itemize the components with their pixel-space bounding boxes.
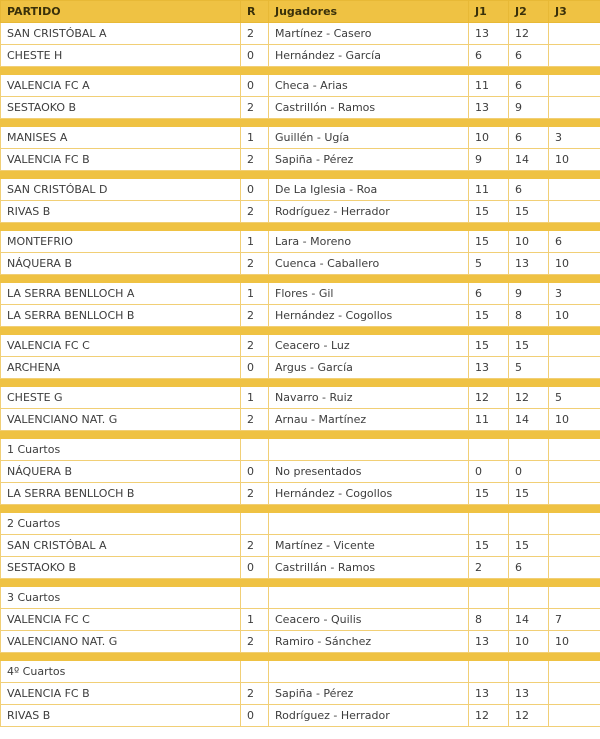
j3-cell: 3 — [549, 127, 600, 149]
j2-cell: 9 — [509, 283, 549, 305]
result-cell: 0 — [241, 357, 269, 379]
team-row — [1, 179, 600, 201]
j2-cell: 14 — [509, 409, 549, 431]
empty-cell — [509, 587, 549, 609]
j3-cell — [549, 75, 600, 97]
empty-cell — [549, 661, 600, 683]
players-cell: Navarro - Ruiz — [269, 387, 469, 409]
j2-cell: 6 — [509, 45, 549, 67]
j1-cell: 15 — [469, 201, 509, 223]
j2-cell: 15 — [509, 201, 549, 223]
j3-cell — [549, 557, 600, 579]
partido-cell: NÁQUERA B — [1, 461, 241, 483]
empty-cell — [241, 439, 269, 461]
result-cell: 2 — [241, 97, 269, 119]
j1-cell: 13 — [469, 631, 509, 653]
team-row — [1, 127, 600, 149]
spacer-cell — [1, 223, 600, 231]
partido-cell: SESTAOKO B — [1, 557, 241, 579]
players-cell: Flores - Gil — [269, 283, 469, 305]
empty-cell — [549, 587, 600, 609]
players-cell: Hernández - García — [269, 45, 469, 67]
j1-cell: 6 — [469, 283, 509, 305]
j1-cell: 11 — [469, 179, 509, 201]
j3-cell — [549, 335, 600, 357]
j3-cell — [549, 201, 600, 223]
j2-cell: 5 — [509, 357, 549, 379]
partido-cell: SAN CRISTÓBAL A — [1, 535, 241, 557]
partido-cell: VALENCIA FC B — [1, 683, 241, 705]
section-label: 2 Cuartos — [1, 513, 241, 535]
j2-cell: 15 — [509, 535, 549, 557]
partido-cell: VALENCIA FC B — [1, 149, 241, 171]
result-cell: 0 — [241, 705, 269, 727]
table-header — [1, 1, 600, 23]
team-row — [1, 705, 600, 727]
j3-cell: 10 — [549, 409, 600, 431]
empty-cell — [469, 513, 509, 535]
team-row — [1, 201, 600, 223]
team-row — [1, 683, 600, 705]
spacer-row — [1, 653, 600, 661]
partido-cell: VALENCIA FC C — [1, 335, 241, 357]
players-cell: No presentados — [269, 461, 469, 483]
result-cell: 1 — [241, 387, 269, 409]
players-cell: Martínez - Casero — [269, 23, 469, 45]
section-row — [1, 439, 600, 461]
j2-cell: 6 — [509, 179, 549, 201]
j3-cell: 6 — [549, 231, 600, 253]
empty-cell — [269, 587, 469, 609]
j2-cell: 14 — [509, 149, 549, 171]
spacer-cell — [1, 275, 600, 283]
partido-cell: VALENCIANO NAT. G — [1, 631, 241, 653]
j1-cell: 13 — [469, 23, 509, 45]
empty-cell — [509, 513, 549, 535]
header-row — [1, 1, 600, 23]
section-row — [1, 513, 600, 535]
result-cell: 0 — [241, 179, 269, 201]
players-cell: Argus - García — [269, 357, 469, 379]
result-cell: 2 — [241, 305, 269, 327]
j3-cell: 10 — [549, 149, 600, 171]
j3-cell — [549, 45, 600, 67]
spacer-row — [1, 379, 600, 387]
partido-cell: RIVAS B — [1, 705, 241, 727]
result-cell: 0 — [241, 461, 269, 483]
result-cell: 1 — [241, 231, 269, 253]
table-body — [1, 23, 600, 727]
j3-cell: 5 — [549, 387, 600, 409]
header-partido: PARTIDO — [1, 1, 241, 23]
spacer-row — [1, 505, 600, 513]
players-cell: Hernández - Cogollos — [269, 305, 469, 327]
empty-cell — [549, 439, 600, 461]
team-row — [1, 149, 600, 171]
team-row — [1, 97, 600, 119]
empty-cell — [469, 439, 509, 461]
j3-cell — [549, 357, 600, 379]
result-cell: 2 — [241, 335, 269, 357]
team-row — [1, 335, 600, 357]
j1-cell: 11 — [469, 409, 509, 431]
empty-cell — [269, 513, 469, 535]
result-cell: 2 — [241, 201, 269, 223]
header-jugadores: Jugadores — [269, 1, 469, 23]
j2-cell: 9 — [509, 97, 549, 119]
partido-cell: VALENCIA FC A — [1, 75, 241, 97]
team-row — [1, 631, 600, 653]
spacer-cell — [1, 171, 600, 179]
result-cell: 0 — [241, 75, 269, 97]
j1-cell: 0 — [469, 461, 509, 483]
partido-cell: VALENCIA FC C — [1, 609, 241, 631]
partido-cell: MONTEFRIO — [1, 231, 241, 253]
j2-cell: 13 — [509, 683, 549, 705]
j3-cell: 10 — [549, 631, 600, 653]
spacer-row — [1, 171, 600, 179]
spacer-cell — [1, 119, 600, 127]
team-row — [1, 75, 600, 97]
j2-cell: 15 — [509, 335, 549, 357]
spacer-cell — [1, 327, 600, 335]
team-row — [1, 45, 600, 67]
section-label: 1 Cuartos — [1, 439, 241, 461]
empty-cell — [509, 661, 549, 683]
result-cell: 0 — [241, 557, 269, 579]
j2-cell: 14 — [509, 609, 549, 631]
j2-cell: 13 — [509, 253, 549, 275]
j3-cell: 10 — [549, 305, 600, 327]
result-cell: 2 — [241, 631, 269, 653]
team-row — [1, 23, 600, 45]
j1-cell: 5 — [469, 253, 509, 275]
empty-cell — [469, 661, 509, 683]
spacer-row — [1, 431, 600, 439]
players-cell: Martínez - Vicente — [269, 535, 469, 557]
team-row — [1, 305, 600, 327]
team-row — [1, 253, 600, 275]
empty-cell — [549, 513, 600, 535]
j1-cell: 11 — [469, 75, 509, 97]
partido-cell: MANISES A — [1, 127, 241, 149]
j3-cell — [549, 705, 600, 727]
j2-cell: 6 — [509, 75, 549, 97]
j1-cell: 15 — [469, 305, 509, 327]
players-cell: Ceacero - Quilis — [269, 609, 469, 631]
partido-cell: CHESTE H — [1, 45, 241, 67]
players-cell: Castrillón - Ramos — [269, 97, 469, 119]
j2-cell: 12 — [509, 387, 549, 409]
result-cell: 2 — [241, 149, 269, 171]
partido-cell: ARCHENA — [1, 357, 241, 379]
spacer-row — [1, 67, 600, 75]
j1-cell: 15 — [469, 483, 509, 505]
j1-cell: 13 — [469, 357, 509, 379]
spacer-cell — [1, 653, 600, 661]
j1-cell: 13 — [469, 97, 509, 119]
players-cell: Hernández - Cogollos — [269, 483, 469, 505]
section-label: 3 Cuartos — [1, 587, 241, 609]
empty-cell — [469, 587, 509, 609]
j2-cell: 10 — [509, 231, 549, 253]
partido-cell: SESTAOKO B — [1, 97, 241, 119]
empty-cell — [269, 439, 469, 461]
players-cell: De La Iglesia - Roa — [269, 179, 469, 201]
j2-cell: 15 — [509, 483, 549, 505]
team-row — [1, 557, 600, 579]
empty-cell — [509, 439, 549, 461]
section-row — [1, 661, 600, 683]
result-cell: 1 — [241, 609, 269, 631]
players-cell: Lara - Moreno — [269, 231, 469, 253]
section-label: 4º Cuartos — [1, 661, 241, 683]
result-cell: 2 — [241, 253, 269, 275]
j2-cell: 6 — [509, 127, 549, 149]
empty-cell — [269, 661, 469, 683]
players-cell: Checa - Arias — [269, 75, 469, 97]
players-cell: Rodríguez - Herrador — [269, 705, 469, 727]
spacer-row — [1, 119, 600, 127]
team-row — [1, 409, 600, 431]
team-row — [1, 483, 600, 505]
spacer-cell — [1, 431, 600, 439]
result-cell: 2 — [241, 535, 269, 557]
result-cell: 2 — [241, 409, 269, 431]
j3-cell: 7 — [549, 609, 600, 631]
players-cell: Sapiña - Pérez — [269, 683, 469, 705]
partido-cell: LA SERRA BENLLOCH B — [1, 305, 241, 327]
result-cell: 1 — [241, 283, 269, 305]
j2-cell: 12 — [509, 23, 549, 45]
team-row — [1, 283, 600, 305]
result-cell: 2 — [241, 683, 269, 705]
j1-cell: 9 — [469, 149, 509, 171]
j3-cell — [549, 97, 600, 119]
spacer-cell — [1, 579, 600, 587]
result-cell: 2 — [241, 483, 269, 505]
result-cell: 1 — [241, 127, 269, 149]
j1-cell: 15 — [469, 335, 509, 357]
partido-cell: LA SERRA BENLLOCH A — [1, 283, 241, 305]
j3-cell: 3 — [549, 283, 600, 305]
header-result: R — [241, 1, 269, 23]
spacer-row — [1, 223, 600, 231]
j1-cell: 6 — [469, 45, 509, 67]
spacer-row — [1, 327, 600, 335]
spacer-cell — [1, 67, 600, 75]
players-cell: Cuenca - Caballero — [269, 253, 469, 275]
team-row — [1, 387, 600, 409]
section-row — [1, 587, 600, 609]
j3-cell — [549, 683, 600, 705]
j3-cell — [549, 483, 600, 505]
partido-cell: SAN CRISTÓBAL A — [1, 23, 241, 45]
team-row — [1, 357, 600, 379]
players-cell: Sapiña - Pérez — [269, 149, 469, 171]
j3-cell — [549, 461, 600, 483]
j1-cell: 10 — [469, 127, 509, 149]
j3-cell — [549, 535, 600, 557]
players-cell: Ramiro - Sánchez — [269, 631, 469, 653]
team-row — [1, 461, 600, 483]
result-cell: 0 — [241, 45, 269, 67]
empty-cell — [241, 587, 269, 609]
spacer-cell — [1, 505, 600, 513]
j1-cell: 2 — [469, 557, 509, 579]
partido-cell: NÁQUERA B — [1, 253, 241, 275]
empty-cell — [241, 513, 269, 535]
j2-cell: 6 — [509, 557, 549, 579]
j1-cell: 15 — [469, 231, 509, 253]
j1-cell: 8 — [469, 609, 509, 631]
team-row — [1, 231, 600, 253]
players-cell: Castrillán - Ramos — [269, 557, 469, 579]
j1-cell: 15 — [469, 535, 509, 557]
j3-cell — [549, 23, 600, 45]
result-cell: 2 — [241, 23, 269, 45]
j1-cell: 13 — [469, 683, 509, 705]
partido-cell: LA SERRA BENLLOCH B — [1, 483, 241, 505]
partido-cell: CHESTE G — [1, 387, 241, 409]
j1-cell: 12 — [469, 705, 509, 727]
empty-cell — [241, 661, 269, 683]
players-cell: Guillén - Ugía — [269, 127, 469, 149]
j2-cell: 0 — [509, 461, 549, 483]
players-cell: Ceacero - Luz — [269, 335, 469, 357]
spacer-row — [1, 275, 600, 283]
team-row — [1, 535, 600, 557]
partido-cell: SAN CRISTÓBAL D — [1, 179, 241, 201]
j1-cell: 12 — [469, 387, 509, 409]
j3-cell — [549, 179, 600, 201]
team-row — [1, 609, 600, 631]
players-cell: Arnau - Martínez — [269, 409, 469, 431]
j2-cell: 10 — [509, 631, 549, 653]
players-cell: Rodríguez - Herrador — [269, 201, 469, 223]
spacer-cell — [1, 379, 600, 387]
j2-cell: 8 — [509, 305, 549, 327]
j2-cell: 12 — [509, 705, 549, 727]
spacer-row — [1, 579, 600, 587]
header-j2: J2 — [509, 1, 549, 23]
partido-cell: VALENCIANO NAT. G — [1, 409, 241, 431]
header-j3: J3 — [549, 1, 600, 23]
partido-cell: RIVAS B — [1, 201, 241, 223]
j3-cell: 10 — [549, 253, 600, 275]
header-j1: J1 — [469, 1, 509, 23]
